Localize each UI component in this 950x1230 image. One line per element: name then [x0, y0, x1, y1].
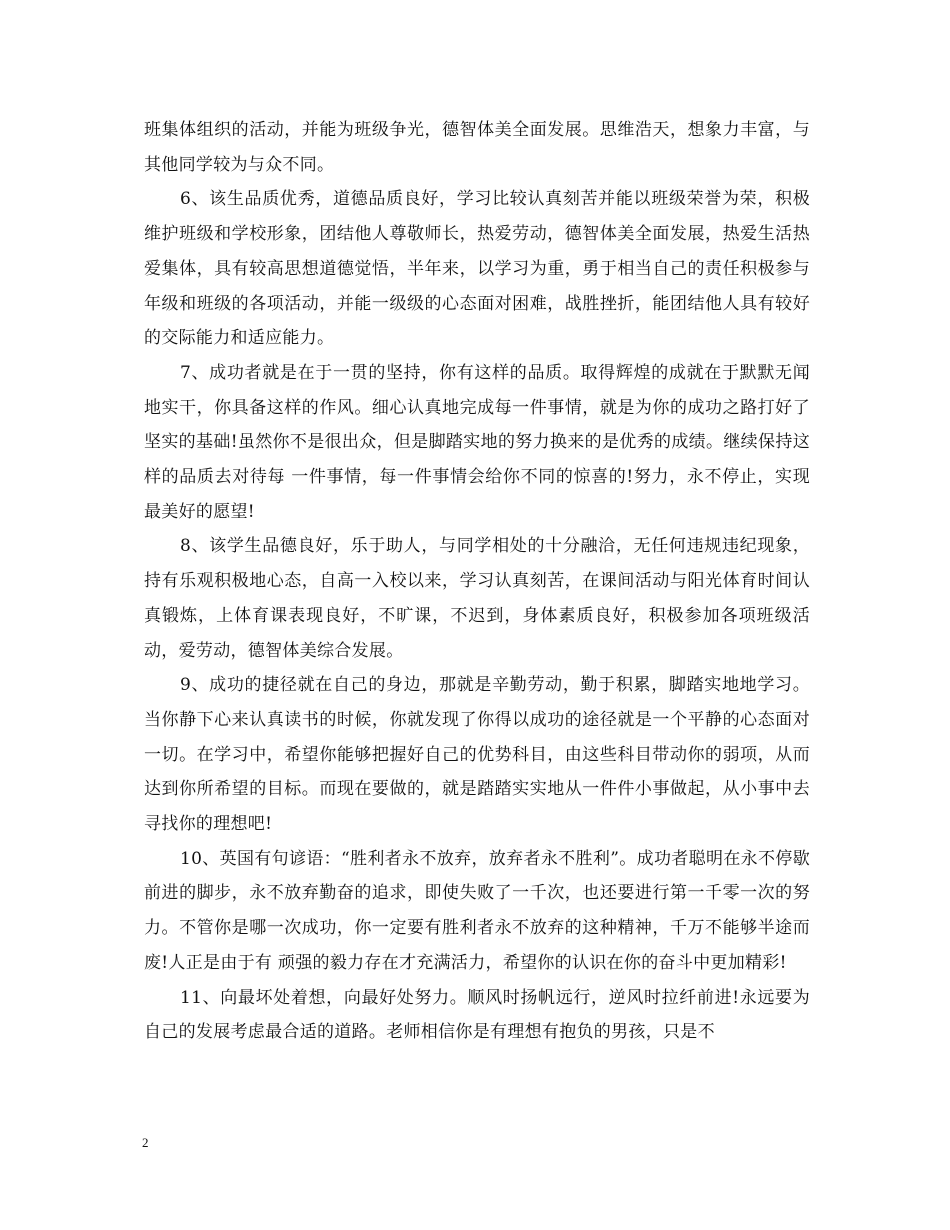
paragraph-item-6: 6、该生品质优秀，道德品质良好，学习比较认真刻苦并能以班级荣誉为荣，积极维护班级和学校形象，团结他人尊敬师长，热爱劳动，德智体美全面发展，热爱生活热爱集体，具有较高思想道德觉悟，半年来，以学习为重，勇于相当自己的责任积极参与年级和班级的各项活动，并能一级级的心态面对困难，战胜挫折，能团结他人具有较好的交际能力和适应能力。 — [144, 189, 810, 349]
document-body — [144, 113, 810, 1050]
paragraph-continuation: 班集体组织的活动，并能为班级争光，德智体美全面发展。思维浩天，想象力丰富，与其他同学较为与众不同。 — [144, 120, 810, 175]
paragraph-item-11: 11、向最坏处着想，向最好处努力。顺风时扬帆远行，逆风时拉纤前进!永远要为自己的发展考虑最合适的道路。老师相信你是有理想有抱负的男孩，只是不 — [144, 987, 810, 1043]
page-number: 2 — [142, 1135, 149, 1150]
paragraph-item-7: 7、成功者就是在于一贯的坚持，你有这样的品质。取得辉煌的成就在于默默无闻地实干，你具备这样的作风。细心认真地完成每一件事情，就是为你的成功之路打好了坚实的基础!虽然你不是很出众，但是脚踏实地的努力换来的是优秀的成绩。继续保持这样的品质去对待每 一件事情，每一件事情会给你不同的惊喜的!努力，永不停止，实现最美好的愿望! — [144, 362, 810, 522]
paragraph-item-9: 9、成功的捷径就在自己的身边，那就是辛勤劳动，勤于积累，脚踏实地地学习。当你静下心来认真读书的时候，你就发现了你得以成功的途径就是一个平静的心态面对一切。在学习中，希望你能够把握好自己的优势科目，由这些科目带动你的弱项，从而达到你所希望的目标。而现在要做的，就是踏踏实实地从一件件小事做起，从小事中去寻找你的理想吧! — [144, 675, 810, 835]
paragraph-item-8: 8、该学生品德良好，乐于助人，与同学相处的十分融洽，无任何违规违纪现象，持有乐观积极地心态，自高一入校以来，学习认真刻苦，在课间活动与阳光体育时间认真锻炼，上体育课表现良好，不旷课，不迟到，身体素质良好，积极参加各项班级活动，爱劳动，德智体美综合发展。 — [144, 536, 810, 661]
paragraph-item-10: 10、英国有句谚语：“胜利者永不放弃，放弃者永不胜利”。成功者聪明在永不停歇前进的脚步，永不放弃勤奋的追求，即使失败了一千次，也还要进行第一千零一次的努力。不管你是哪一次成功，你一定要有胜利者永不放弃的这种精神，千万不能够半途而废!人正是由于有 顽强的毅力存在才充满活力，希望你的认识在你的奋斗中更加精彩! — [144, 848, 810, 973]
